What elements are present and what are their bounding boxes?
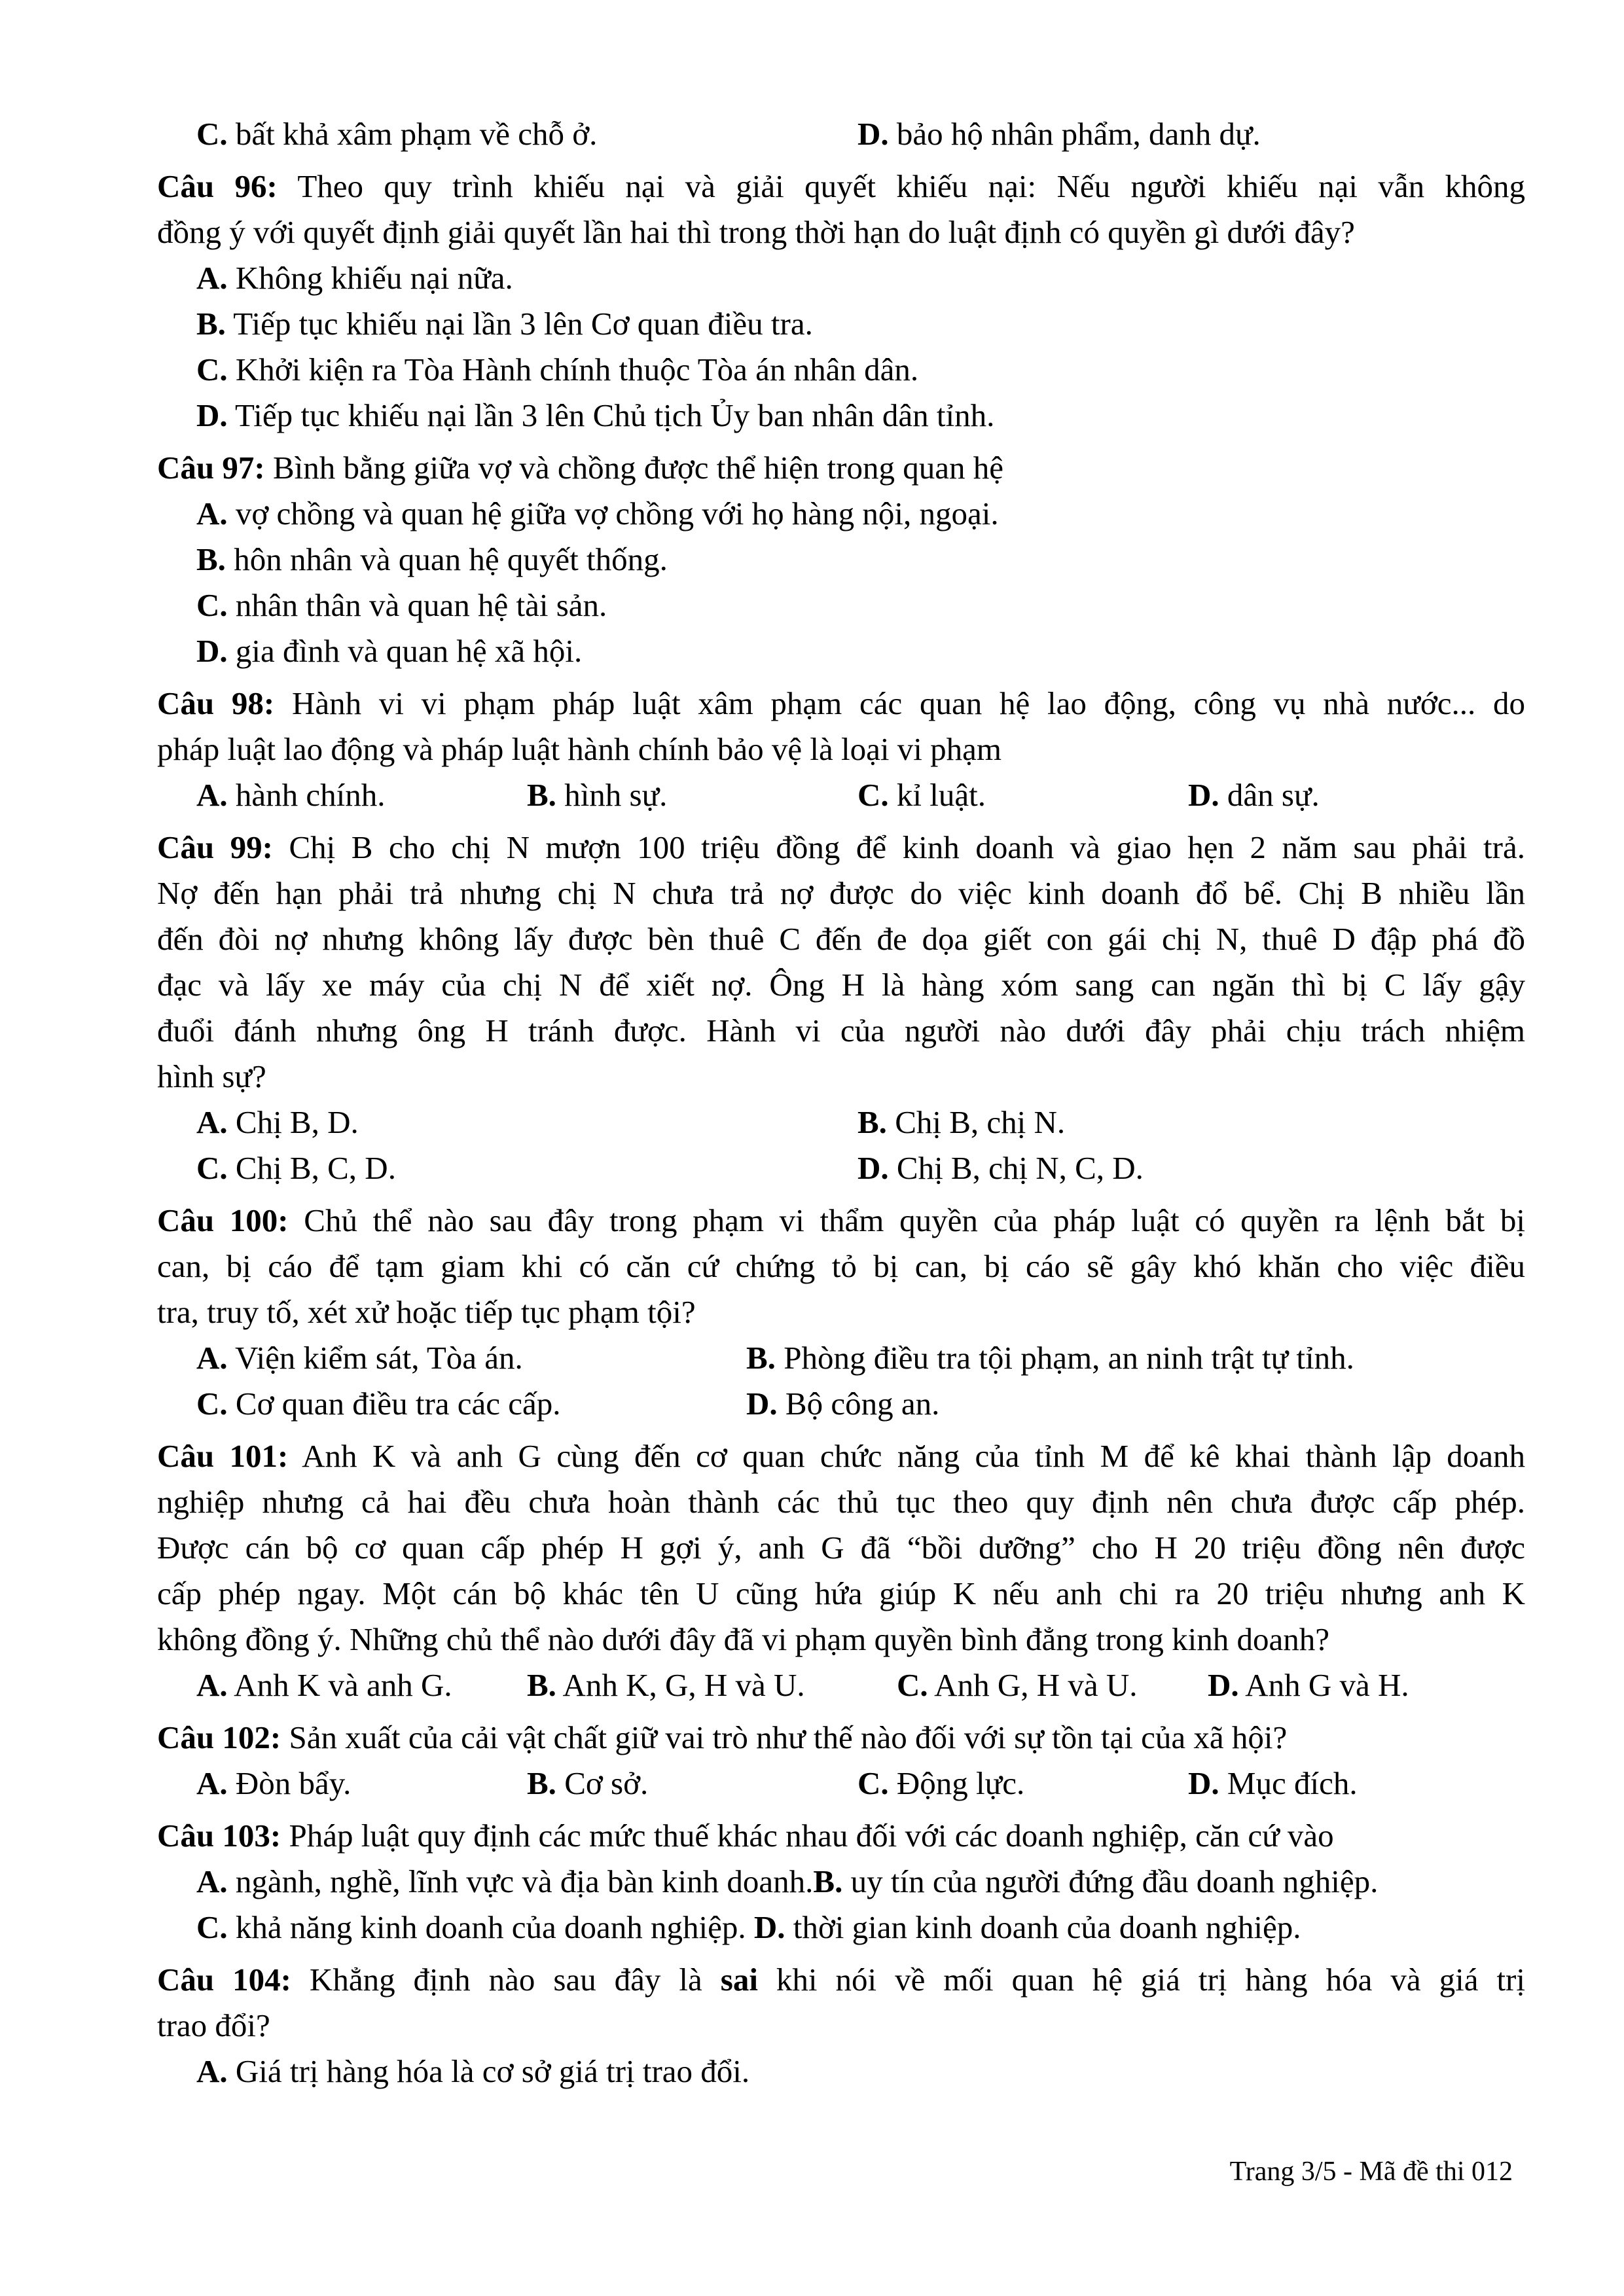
- q99-option-b: B. Chị B, chị N.: [857, 1104, 1066, 1140]
- exam-page: [157, 111, 1525, 2094]
- q98-option-c: C. kỉ luật.: [857, 777, 986, 813]
- q103-options-row-cd: [157, 1905, 1525, 1950]
- q96-option-a: A. Không khiếu nại nữa.: [196, 260, 513, 296]
- q100-option-b: B. Phòng điều tra tội phạm, an ninh trật tự tỉnh.: [746, 1340, 1354, 1376]
- q98-stem-line2: pháp luật lao động và pháp luật hành chính bảo vệ là loại vi phạm: [157, 731, 1001, 767]
- page-footer: Trang 3/5 - Mã đề thi 012: [1229, 2157, 1513, 2187]
- q99-stem-line6: hình sự?: [157, 1058, 266, 1094]
- q98-option-d: D. dân sự.: [1188, 777, 1320, 813]
- q104-emphasis-sai: sai: [720, 1962, 758, 1998]
- q103-options-row-ab: [157, 1859, 1525, 1905]
- q95-options-row-cd: [157, 111, 1525, 157]
- q101-stem-line5: không đồng ý. Những chủ thể nào dưới đây đã vi phạm quyền bình đẳng trong kinh doanh?: [157, 1621, 1330, 1657]
- q96-option-b: B. Tiếp tục khiếu nại lần 3 lên Cơ quan điều tra.: [196, 306, 813, 342]
- q102-options-row: [157, 1761, 1525, 1806]
- q97-option-b: B. hôn nhân và quan hệ quyết thống.: [196, 541, 668, 577]
- q101-stem-line3: Được cán bộ cơ quan cấp phép H gợi ý, anh G đã “bồi dưỡng” cho H 20 triệu đồng nên được: [157, 1530, 1525, 1566]
- q102-stem-line1: Câu 102: Sản xuất của cải vật chất giữ vai trò như thế nào đối với sự tồn tại của xã hội?: [157, 1719, 1288, 1755]
- q98-stem-line1: Câu 98: Hành vi vi phạm pháp luật xâm phạm các quan hệ lao động, công vụ nhà nước... do: [157, 685, 1525, 721]
- q99-option-a: A. Chị B, D.: [196, 1104, 359, 1140]
- q102-option-c: C. Động lực.: [857, 1765, 1025, 1801]
- q99-option-d: D. Chị B, chị N, C, D.: [857, 1150, 1144, 1186]
- q95-option-d: D. bảo hộ nhân phẩm, danh dự.: [857, 116, 1261, 152]
- q98-option-b: B. hình sự.: [527, 777, 668, 813]
- q101-stem-line1: Câu 101: Anh K và anh G cùng đến cơ quan chức năng của tỉnh M để kê khai thành lập doanh: [157, 1438, 1525, 1474]
- q100-option-a: A. Viện kiểm sát, Tòa án.: [196, 1340, 523, 1376]
- q103-stem-line1: Câu 103: Pháp luật quy định các mức thuế khác nhau đối với các doanh nghiệp, căn cứ vào: [157, 1818, 1334, 1854]
- q98-option-a: A. hành chính.: [196, 777, 386, 813]
- q100-option-c: C. Cơ quan điều tra các cấp.: [196, 1386, 561, 1422]
- q97-option-a: A. vợ chồng và quan hệ giữa vợ chồng với họ hàng nội, ngoại.: [196, 495, 999, 531]
- q103-option-b: B. uy tín của người đứng đầu doanh nghiệp.: [813, 1863, 1379, 1899]
- q104-option-a: A. Giá trị hàng hóa là cơ sở giá trị trao đổi.: [196, 2053, 750, 2089]
- q96-option-c: C. Khởi kiện ra Tòa Hành chính thuộc Tòa án nhân dân.: [196, 351, 919, 387]
- q99-options-row-ab: [157, 1100, 1525, 1145]
- q97-option-d: D. gia đình và quan hệ xã hội.: [196, 633, 583, 669]
- q100-stem-line2: can, bị cáo để tạm giam khi có căn cứ chứng tỏ bị can, bị cáo sẽ gây khó khăn cho việc điều: [157, 1248, 1525, 1284]
- q99-stem-line5: đuổi đánh nhưng ông H tránh được. Hành vi của người nào dưới đây phải chịu trách nhiệm: [157, 1013, 1525, 1049]
- q101-stem-line2: nghiệp nhưng cả hai đều chưa hoàn thành các thủ tục theo quy định nên chưa được cấp phép.: [157, 1484, 1525, 1520]
- q96-stem-line1: Câu 96: Theo quy trình khiếu nại và giải quyết khiếu nại: Nếu người khiếu nại vẫn không: [157, 168, 1525, 204]
- q103-option-a: A. ngành, nghề, lĩnh vực và địa bàn kinh doanh.: [196, 1863, 814, 1899]
- q100-options-row-ab: [157, 1335, 1525, 1381]
- q96-stem-line2: đồng ý với quyết định giải quyết lần hai thì trong thời hạn do luật định có quyền gì dưới đây?: [157, 214, 1355, 250]
- q100-options-row-cd: [157, 1381, 1525, 1427]
- q100-option-d: D. Bộ công an.: [746, 1386, 940, 1422]
- q103-option-c: C. khả năng kinh doanh của doanh nghiệp.: [196, 1909, 746, 1945]
- q95-option-c: C. bất khả xâm phạm về chỗ ở.: [196, 116, 598, 152]
- q99-option-c: C. Chị B, C, D.: [196, 1150, 396, 1186]
- q103-option-d: D. thời gian kinh doanh của doanh nghiệp.: [753, 1909, 1301, 1945]
- q102-option-b: B. Cơ sở.: [527, 1765, 649, 1801]
- q99-stem-line4: đạc và lấy xe máy của chị N để xiết nợ. Ông H là hàng xóm sang can ngăn thì bị C lấy gậy: [157, 967, 1525, 1003]
- q100-stem-line3: tra, truy tố, xét xử hoặc tiếp tục phạm tội?: [157, 1294, 696, 1330]
- q97-option-c: C. nhân thân và quan hệ tài sản.: [196, 587, 607, 623]
- q101-option-b: B. Anh K, G, H và U.: [527, 1667, 805, 1703]
- q96-option-d: D. Tiếp tục khiếu nại lần 3 lên Chủ tịch Ủy ban nhân dân tỉnh.: [196, 397, 995, 433]
- q102-option-a: A. Đòn bẩy.: [196, 1765, 352, 1801]
- q101-option-a: A. Anh K và anh G.: [196, 1667, 452, 1703]
- q104-stem-line1: Câu 104: Khẳng định nào sau đây là sai khi nói về mối quan hệ giá trị hàng hóa và giá trị: [157, 1962, 1525, 1998]
- q99-stem-line1: Câu 99: Chị B cho chị N mượn 100 triệu đồng để kinh doanh và giao hẹn 2 năm sau phải trả.: [157, 829, 1525, 865]
- q102-option-d: D. Mục đích.: [1188, 1765, 1358, 1801]
- q99-stem-line2: Nợ đến hạn phải trả nhưng chị N chưa trả nợ được do việc kinh doanh đổ bể. Chị B nhiều lần: [157, 875, 1525, 911]
- q101-option-d: D. Anh G và H.: [1208, 1667, 1409, 1703]
- q101-options-row: [157, 1662, 1525, 1708]
- q99-options-row-cd: [157, 1145, 1525, 1191]
- q101-option-c: C. Anh G, H và U.: [897, 1667, 1138, 1703]
- q97-stem-line1: Câu 97: Bình bằng giữa vợ và chồng được thể hiện trong quan hệ: [157, 450, 1003, 486]
- q101-stem-line4: cấp phép ngay. Một cán bộ khác tên U cũng hứa giúp K nếu anh chi ra 20 triệu nhưng anh K: [157, 1575, 1525, 1611]
- q100-stem-line1: Câu 100: Chủ thể nào sau đây trong phạm vi thẩm quyền của pháp luật có quyền ra lệnh bắt bị: [157, 1202, 1525, 1238]
- q98-options-row: [157, 772, 1525, 818]
- q104-stem-line2: trao đổi?: [157, 2007, 270, 2043]
- q99-stem-line3: đến đòi nợ nhưng không lấy được bèn thuê C đến đe dọa giết con gái chị N, thuê D đập phá đồ: [157, 921, 1525, 957]
